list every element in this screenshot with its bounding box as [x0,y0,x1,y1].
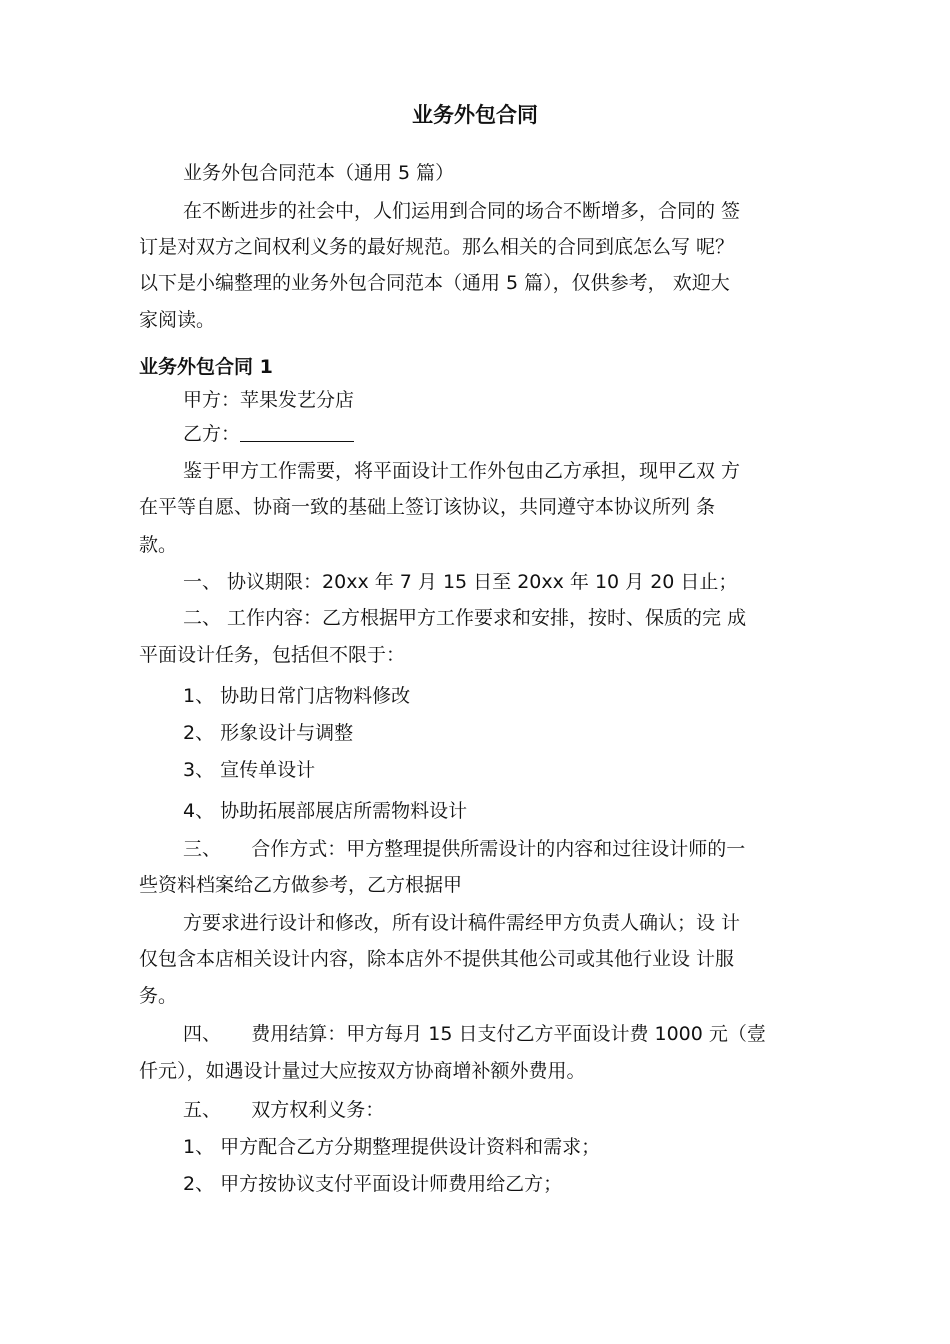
party-b-label: 乙方： [183,423,241,445]
clause-3-line-3: 方要求进行设计和修改，所有设计稿件需经甲方负责人确认；设 计 [183,912,741,934]
rights-item-2: 2、 甲方按协议支付平面设计师费用给乙方； [183,1173,563,1195]
party-a: 甲方：苹果发艺分店 [183,389,355,411]
task-item-1: 1、 协助日常门店物料修改 [183,685,411,707]
clause-3-line-2: 些资料档案给乙方做参考，乙方根据甲 [139,874,463,896]
preamble-line-3: 款。 [139,534,178,556]
party-b-blank [240,421,354,442]
intro-line-4: 家阅读。 [139,309,216,331]
intro-line-1: 在不断进步的社会中，人们运用到合同的场合不断增多，合同的 签 [183,200,741,222]
section-heading: 业务外包合同 1 [139,356,273,378]
clause-4-line-2: 仟元），如遇设计量过大应按双方协商增补额外费用。 [139,1060,586,1082]
clause-5: 五、 双方权利义务： [183,1099,385,1121]
document-title: 业务外包合同 [412,103,538,127]
preamble-line-1: 鉴于甲方工作需要，将平面设计工作外包由乙方承担，现甲乙双 方 [183,460,741,482]
clause-3-line-1: 三、 合作方式：甲方整理提供所需设计的内容和过往设计师的一 [183,838,746,860]
task-item-3: 3、 宣传单设计 [183,759,316,781]
party-b-line [183,421,950,447]
clause-3-line-4: 仅包含本店相关设计内容，除本店外不提供其他公司或其他行业设 计服 [139,948,735,970]
clause-2-line-1: 二、 工作内容：乙方根据甲方工作要求和安排，按时、保质的完 成 [183,607,747,629]
document-subtitle: 业务外包合同范本（通用 5 篇） [183,162,455,184]
clause-2-line-2: 平面设计任务，包括但不限于： [139,644,406,666]
intro-line-2: 订是对双方之间权利义务的最好规范。那么相关的合同到底怎么写 呢？ [139,236,735,258]
task-item-4: 4、 协助拓展部展店所需物料设计 [183,800,468,822]
intro-line-3: 以下是小编整理的业务外包合同范本（通用 5 篇），仅供参考， 欢迎大 [139,272,730,294]
rights-item-1: 1、 甲方配合乙方分期整理提供设计资料和需求； [183,1136,601,1158]
task-item-2: 2、 形象设计与调整 [183,722,354,744]
clause-4-line-1: 四、 费用结算：甲方每月 15 日支付乙方平面设计费 1000 元（壹 [183,1023,766,1045]
clause-1: 一、 协议期限：20xx 年 7 月 15 日至 20xx 年 10 月 20 日止； [183,571,738,593]
clause-3-line-5: 务。 [139,985,178,1007]
preamble-line-2: 在平等自愿、协商一致的基础上签订该协议，共同遵守本协议所列 条 [139,496,716,518]
